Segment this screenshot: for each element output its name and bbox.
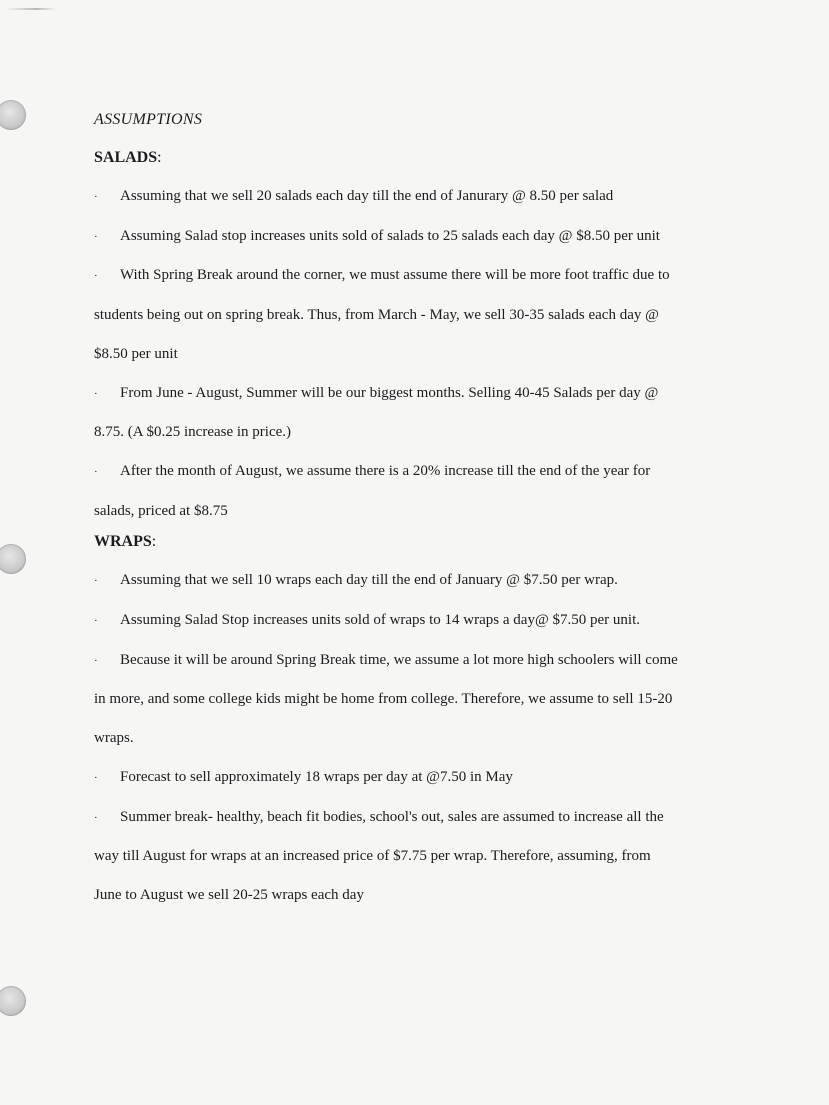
bullet-dot: ·	[94, 465, 98, 478]
bullet-dot: ·	[94, 615, 98, 628]
salads-line-text: After the month of August, we assume there is a 20% increase till the end of the year for	[120, 462, 651, 479]
salads-line-text: 8.75. (A $0.25 increase in price.)	[94, 424, 292, 441]
salads-line-text: Assuming Salad stop increases units sold of salads to 25 salads each day @ $8.50 per unit	[120, 227, 660, 244]
wraps-line-text: in more, and some college kids might be home from college. Therefore, we assume to sell 15-20	[94, 691, 673, 708]
section-title-wraps-text: WRAPS	[94, 533, 152, 551]
page-heading: ASSUMPTIONS	[94, 111, 203, 128]
wraps-line-text: Because it will be around Spring Break time, we assume a lot more high schoolers will come	[120, 651, 678, 668]
salads-list	[94, 177, 754, 530]
section-title-salads-colon: :	[157, 149, 162, 166]
wraps-line-text: Assuming that we sell 10 wraps each day till the end of January @ $7.50 per wrap.	[120, 572, 618, 589]
wraps-line-text: Assuming Salad Stop increases units sold of wraps to 14 wraps a day@ $7.50 per unit.	[120, 612, 640, 629]
salads-line	[94, 413, 754, 452]
bullet-dot: ·	[94, 654, 98, 667]
salads-line	[94, 452, 754, 492]
bullet-dot: ·	[94, 230, 98, 243]
section-title-salads-text: SALADS	[94, 149, 158, 166]
wraps-line-text: Forecast to sell approximately 18 wraps per day at @7.50 in May	[120, 768, 513, 785]
wraps-line	[94, 837, 754, 876]
salads-line-text: With Spring Break around the corner, we must assume there will be more foot traffic due to	[120, 267, 670, 284]
wraps-list	[94, 561, 754, 914]
wraps-line	[94, 798, 754, 838]
salads-line	[94, 217, 754, 257]
salads-line	[94, 335, 754, 374]
wraps-line	[94, 719, 754, 758]
punch-hole-middle	[0, 544, 26, 574]
scan-mark	[6, 8, 56, 10]
salads-line	[94, 296, 754, 335]
wraps-line	[94, 601, 754, 641]
document-body	[94, 110, 754, 915]
section-title-wraps	[94, 532, 754, 552]
bullet-dot: ·	[94, 270, 98, 283]
wraps-line	[94, 876, 754, 915]
wraps-line	[94, 758, 754, 798]
salads-line	[94, 177, 754, 217]
salads-line-text: $8.50 per unit	[94, 345, 178, 362]
bullet-dot: ·	[94, 387, 98, 400]
wraps-line	[94, 561, 754, 601]
wraps-line-text: wraps.	[94, 730, 134, 747]
bullet-dot: ·	[94, 191, 98, 203]
wraps-line-text: way till August for wraps at an increased price of $7.75 per wrap. Therefore, assuming, from	[94, 848, 651, 865]
wraps-line-text: June to August we sell 20-25 wraps each day	[94, 886, 364, 903]
salads-line	[94, 374, 754, 414]
wraps-line	[94, 641, 754, 681]
punch-hole-top	[0, 100, 26, 130]
salads-line-text: Assuming that we sell 20 salads each day till the end of Janurary @ 8.50 per salad	[120, 188, 614, 204]
wraps-line-text: Summer break- healthy, beach fit bodies, school's out, sales are assumed to increase all the	[120, 808, 664, 825]
section-title-wraps-colon: :	[151, 533, 157, 551]
salads-line	[94, 256, 754, 296]
salads-line-text: salads, priced at $8.75	[94, 502, 228, 519]
salads-line-text: students being out on spring break. Thus, from March - May, we sell 30-35 salads each day @	[94, 307, 659, 324]
bullet-dot: ·	[94, 811, 98, 824]
section-title-salads	[94, 148, 754, 168]
bullet-dot: ·	[94, 575, 98, 588]
punch-hole-bottom	[0, 986, 26, 1016]
wraps-line	[94, 680, 754, 719]
salads-line-text: From June - August, Summer will be our biggest months. Selling 40-45 Salads per day @	[120, 384, 659, 401]
salads-line	[94, 492, 754, 531]
bullet-dot: ·	[94, 771, 98, 784]
